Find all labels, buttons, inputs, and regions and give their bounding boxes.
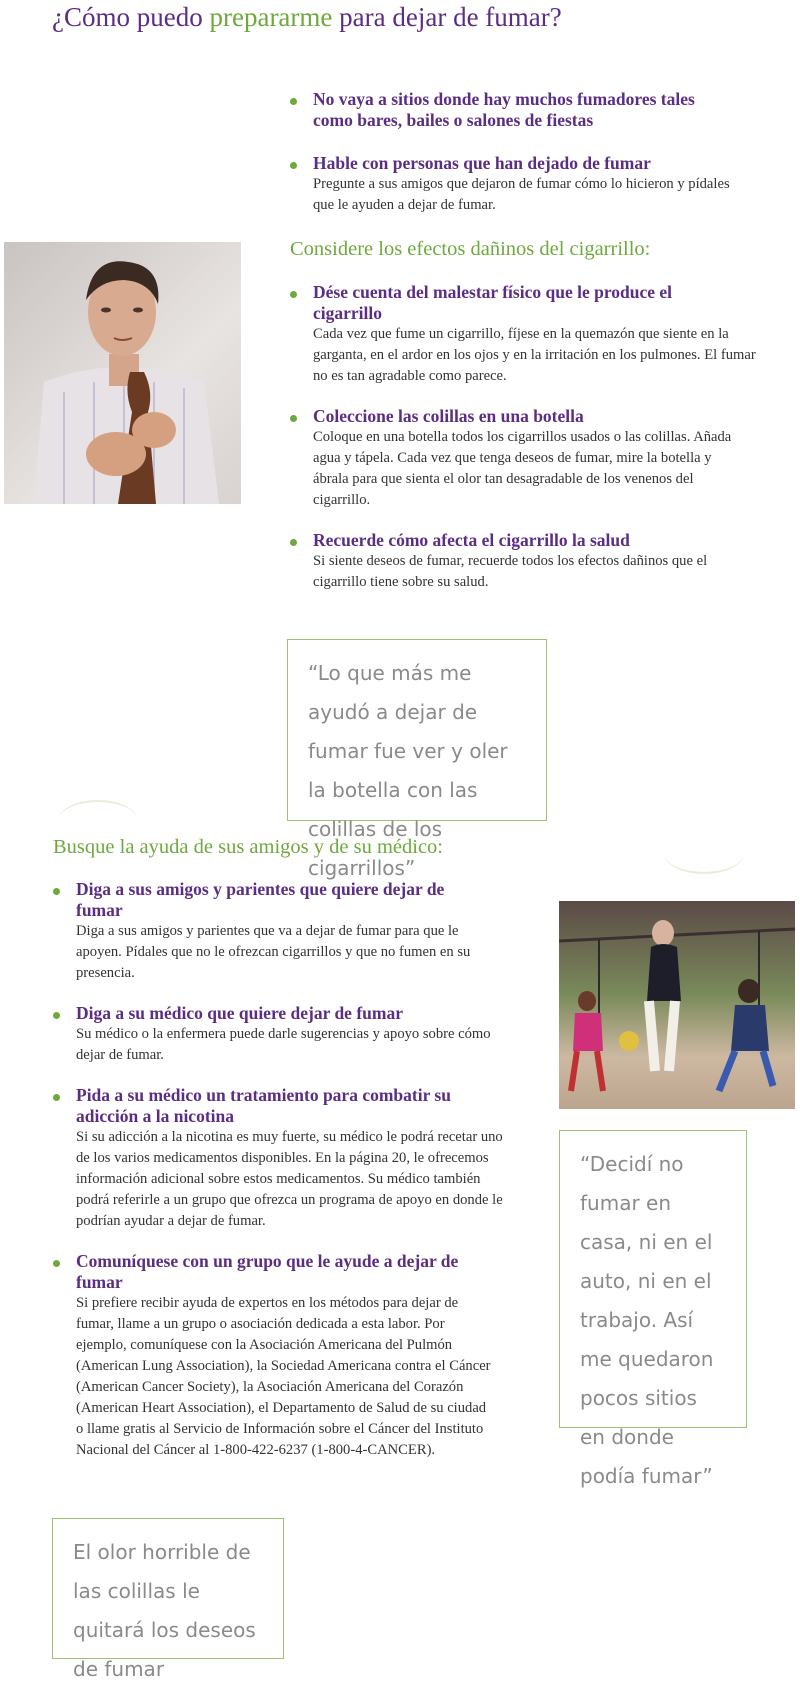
quote-box-home: “Decidí no fumar en casa, ni en el auto, ni en el trabajo. Así me quedaron pocos sitios en donde podía fumar” — [559, 1130, 747, 1428]
man-with-bottle-illustration — [4, 242, 241, 504]
item-body: Diga a sus amigos y parientes que va a dejar de fumar para que le apoyen. Pídales que no le ofrezcan cigarrillos y que no fumen en su presencia. — [76, 923, 471, 981]
item-heading: Recuerde cómo afecta el cigarrillo la salud — [313, 530, 630, 550]
item-heading: Coleccione las colillas en una botella — [313, 406, 584, 426]
item-body: Cada vez que fume un cigarrillo, fíjese en la quemazón que siente en la garganta, en el ardor en los ojos y en la irritación en los pulmones. El fumar no es tan agradable como parece. — [313, 326, 756, 384]
list-item — [290, 89, 703, 131]
effects-heading: Considere los efectos dañinos del cigarrillo: — [290, 238, 651, 260]
item-body: Coloque en una botella todos los cigarrillos usados o las colillas. Añada agua y tápela. Cada vez que tenga deseos de fumar, mire la botella y ábrala para que sienta el olor tan desagradable de los venenos del cigarrillo. — [313, 429, 732, 508]
item-body: Si siente deseos de fumar, recuerde todos los efectos dañinos que el cigarrillo tiene sobre su salud. — [313, 553, 708, 590]
item-heading: Diga a su médico que quiere dejar de fumar — [76, 1003, 403, 1023]
quote-box-bottle: “Lo que más me ayudó a dejar de fumar fue ver y oler la botella con las colillas de los cigarrillos” — [287, 639, 547, 821]
family-playground-illustration — [559, 901, 795, 1109]
help-heading: Busque la ayuda de sus amigos y de su médico: — [53, 836, 444, 858]
item-heading: Dése cuenta del malestar físico que le produce el cigarrillo — [313, 282, 673, 323]
title-highlight: prepararme — [209, 2, 333, 32]
item-body: Si prefiere recibir ayuda de expertos en los métodos para dejar de fumar, llame a un grupo o asociación dedicada a esta labor. Por ejemplo, comuníquese con la Asociación Americana del Pulmón (American Lung Association), la Sociedad Americana contra el Cáncer (American Cancer Society), la Asociación Americana del Corazón (American Heart Association), el Departamento de Salud de su ciudad o llame gratis al Servicio de Información sobre el Cáncer del Instituto Nacional del Cáncer al 1-800-422-6237 (1-800-4-CANCER). — [76, 1295, 491, 1458]
item-body: Su médico o la enfermera puede darle sugerencias y apoyo sobre cómo dejar de fumar. — [76, 1026, 491, 1063]
decorative-swoosh — [664, 832, 744, 874]
item-heading: Pida a su médico un tratamiento para combatir su adicción a la nicotina — [76, 1085, 451, 1126]
item-body: Si su adicción a la nicotina es muy fuerte, su médico le podrá recetar uno de los varios medicamentos disponibles. En la página 20, le ofrecemos información adicional sobre estos medicamentos. Su médico también podrá referirle a un grupo que ofrezca un programa de apoyo en donde le podrían ayudar a dejar de fumar. — [76, 1129, 503, 1229]
title-part-1: ¿Cómo puedo — [52, 2, 210, 32]
list-item — [290, 406, 760, 511]
list-item — [53, 879, 513, 984]
list-item — [290, 282, 760, 387]
man-with-bottle-photo — [4, 242, 241, 504]
item-heading: Comuníquese con un grupo que le ayude a dejar de fumar — [76, 1251, 459, 1292]
list-item — [53, 1085, 513, 1232]
effects-list — [290, 282, 760, 615]
item-heading: Diga a sus amigos y parientes que quiere dejar de fumar — [76, 879, 445, 920]
list-item — [290, 530, 760, 593]
item-heading: No vaya a sitios donde hay muchos fumadores tales como bares, bailes o salones de fiestas — [313, 89, 695, 130]
family-playground-photo — [559, 901, 795, 1109]
title-part-3: para dejar de fumar? — [332, 2, 562, 32]
quote-box-smell: El olor horrible de las colillas le quitará los deseos de fumar — [52, 1518, 284, 1659]
list-item — [53, 1251, 513, 1461]
intro-list — [290, 89, 760, 238]
item-heading: Hable con personas que han dejado de fumar — [313, 153, 651, 173]
list-item — [53, 1003, 513, 1066]
help-list — [53, 879, 513, 1483]
item-body: Pregunte a sus amigos que dejaron de fumar cómo lo hicieron y pídales que le ayuden a dejar de fumar. — [313, 176, 730, 213]
list-item — [290, 153, 733, 216]
page-title — [52, 2, 562, 33]
